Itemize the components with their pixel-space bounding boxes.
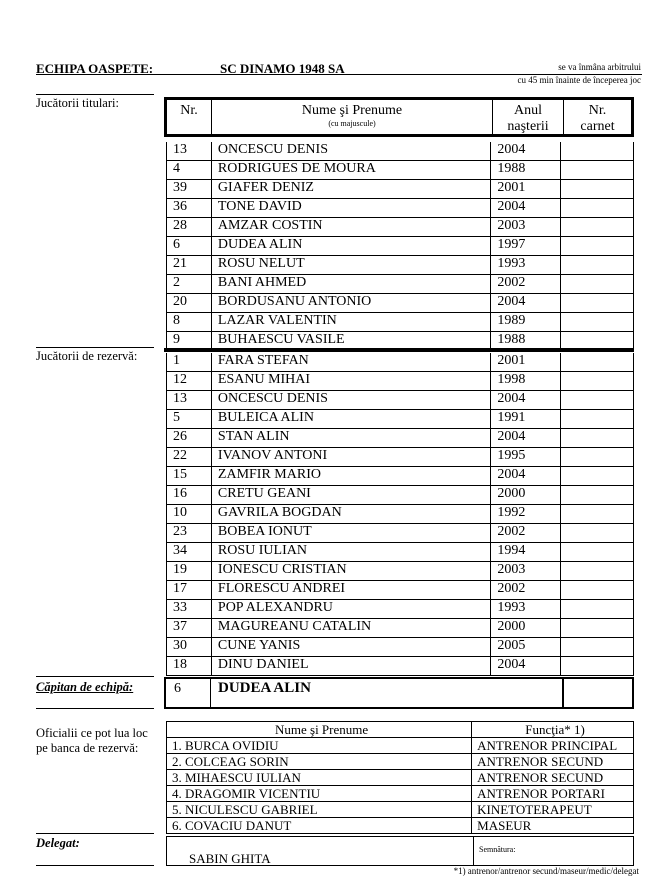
player-name: IVANOV ANTONI bbox=[211, 448, 490, 467]
player-number: 16 bbox=[167, 486, 212, 505]
table-row bbox=[167, 275, 634, 294]
reserves-rows bbox=[167, 353, 634, 676]
official-row bbox=[167, 738, 634, 754]
birth-year: 2004 bbox=[491, 467, 561, 486]
header-note-line2: cu 45 min înainte de începerea joc bbox=[517, 75, 641, 85]
birth-year: 1997 bbox=[491, 237, 561, 256]
reserves-separator bbox=[164, 348, 634, 352]
player-number: 13 bbox=[167, 391, 212, 410]
official-role: ANTRENOR PORTARI bbox=[472, 786, 634, 802]
starters-label: Jucătorii titulari: bbox=[36, 96, 119, 110]
player-name: MAGUREANU CATALIN bbox=[211, 619, 490, 638]
col-nr-header: Nr. bbox=[167, 100, 212, 134]
birth-year: 1989 bbox=[491, 313, 561, 332]
player-name: ONCESCU DENIS bbox=[211, 391, 490, 410]
divider bbox=[473, 837, 474, 865]
player-number: 22 bbox=[167, 448, 212, 467]
player-number: 17 bbox=[167, 581, 212, 600]
starters-rows bbox=[167, 142, 634, 351]
captain-label: Căpitan de echipă: bbox=[36, 680, 134, 694]
card-number bbox=[561, 410, 634, 429]
birth-year: 2003 bbox=[491, 218, 561, 237]
birth-year: 2002 bbox=[491, 581, 561, 600]
card-number bbox=[561, 429, 634, 448]
player-number: 33 bbox=[167, 600, 212, 619]
birth-year: 1995 bbox=[491, 448, 561, 467]
birth-year: 1993 bbox=[491, 600, 561, 619]
player-number: 18 bbox=[167, 657, 212, 676]
card-number bbox=[561, 638, 634, 657]
table-row bbox=[167, 429, 634, 448]
table-row bbox=[167, 180, 634, 199]
divider bbox=[36, 833, 154, 834]
player-name: TONE DAVID bbox=[211, 199, 490, 218]
players-table-header bbox=[164, 97, 634, 137]
table-row bbox=[167, 313, 634, 332]
table-row bbox=[167, 410, 634, 429]
player-number: 15 bbox=[167, 467, 212, 486]
official-row bbox=[167, 818, 634, 834]
player-name: BORDUSANU ANTONIO bbox=[211, 294, 490, 313]
table-row bbox=[167, 294, 634, 313]
signature-label: Semnătura: bbox=[479, 845, 516, 854]
players-table bbox=[166, 142, 634, 351]
player-number: 21 bbox=[167, 256, 212, 275]
card-number bbox=[561, 448, 634, 467]
officials-name-header: Nume şi Prenume bbox=[167, 722, 472, 738]
reserves-table bbox=[166, 353, 634, 676]
player-number: 37 bbox=[167, 619, 212, 638]
official-name: 5. NICULESCU GABRIEL bbox=[167, 802, 472, 818]
col-card-header: Nr. carnet bbox=[580, 103, 615, 134]
card-number bbox=[561, 543, 634, 562]
card-number bbox=[561, 199, 634, 218]
player-number: 30 bbox=[167, 638, 212, 657]
card-number bbox=[561, 161, 634, 180]
col-year-header: Anul naşterii bbox=[493, 100, 564, 134]
card-number bbox=[561, 467, 634, 486]
player-name: RODRIGUES DE MOURA bbox=[211, 161, 490, 180]
player-number: 4 bbox=[167, 161, 212, 180]
birth-year: 2004 bbox=[491, 391, 561, 410]
card-number bbox=[561, 619, 634, 638]
official-row bbox=[167, 802, 634, 818]
delegate-box bbox=[166, 836, 634, 866]
divider bbox=[210, 679, 211, 707]
player-name: ROSU IULIAN bbox=[211, 543, 490, 562]
header-note-line1: se va înmâna arbitrului bbox=[558, 62, 641, 72]
officials-rows bbox=[167, 738, 634, 834]
official-role: ANTRENOR SECUND bbox=[472, 770, 634, 786]
table-row bbox=[167, 619, 634, 638]
table-row bbox=[167, 161, 634, 180]
divider bbox=[36, 347, 154, 348]
player-number: 9 bbox=[167, 332, 212, 351]
birth-year: 2004 bbox=[491, 199, 561, 218]
official-role: MASEUR bbox=[472, 818, 634, 834]
table-row bbox=[167, 505, 634, 524]
officials-role-header: Funcţia* 1) bbox=[472, 722, 634, 738]
player-number: 20 bbox=[167, 294, 212, 313]
table-row bbox=[167, 581, 634, 600]
birth-year: 1993 bbox=[491, 256, 561, 275]
card-number bbox=[561, 372, 634, 391]
player-name: STAN ALIN bbox=[211, 429, 490, 448]
birth-year: 1991 bbox=[491, 410, 561, 429]
birth-year: 2004 bbox=[491, 294, 561, 313]
captain-name: DUDEA ALIN bbox=[218, 680, 311, 696]
card-number bbox=[561, 218, 634, 237]
card-number bbox=[561, 524, 634, 543]
table-row bbox=[167, 391, 634, 410]
official-name: 6. COVACIU DANUT bbox=[167, 818, 472, 834]
player-name: CRETU GEANI bbox=[211, 486, 490, 505]
birth-year: 2001 bbox=[491, 180, 561, 199]
official-role: ANTRENOR SECUND bbox=[472, 754, 634, 770]
player-number: 36 bbox=[167, 199, 212, 218]
divider bbox=[562, 679, 564, 707]
player-name: DUDEA ALIN bbox=[211, 237, 490, 256]
player-name: BANI AHMED bbox=[211, 275, 490, 294]
player-name: LAZAR VALENTIN bbox=[211, 313, 490, 332]
officials-table bbox=[166, 721, 634, 834]
birth-year: 2003 bbox=[491, 562, 561, 581]
delegate-name: SABIN GHITA bbox=[189, 851, 271, 866]
card-number bbox=[561, 562, 634, 581]
card-number bbox=[561, 180, 634, 199]
player-number: 2 bbox=[167, 275, 212, 294]
player-number: 8 bbox=[167, 313, 212, 332]
card-number bbox=[561, 657, 634, 676]
official-row bbox=[167, 770, 634, 786]
divider bbox=[36, 94, 154, 95]
reserves-label: Jucătorii de rezervă: bbox=[36, 349, 138, 363]
official-name: 3. MIHAESCU IULIAN bbox=[167, 770, 472, 786]
card-number bbox=[561, 486, 634, 505]
player-name: BULEICA ALIN bbox=[211, 410, 490, 429]
birth-year: 1998 bbox=[491, 372, 561, 391]
player-number: 34 bbox=[167, 543, 212, 562]
player-name: POP ALEXANDRU bbox=[211, 600, 490, 619]
card-number bbox=[561, 256, 634, 275]
birth-year: 2004 bbox=[491, 657, 561, 676]
player-name: FLORESCU ANDREI bbox=[211, 581, 490, 600]
card-number bbox=[561, 353, 634, 372]
birth-year: 2001 bbox=[491, 353, 561, 372]
birth-year: 2004 bbox=[491, 429, 561, 448]
player-number: 26 bbox=[167, 429, 212, 448]
official-role: KINETOTERAPEUT bbox=[472, 802, 634, 818]
birth-year: 2002 bbox=[491, 275, 561, 294]
player-name: CUNE YANIS bbox=[211, 638, 490, 657]
player-name: GAVRILA BOGDAN bbox=[211, 505, 490, 524]
birth-year: 2005 bbox=[491, 638, 561, 657]
birth-year: 1994 bbox=[491, 543, 561, 562]
divider bbox=[36, 708, 154, 709]
card-number bbox=[561, 505, 634, 524]
form-title-label: ECHIPA OASPETE: bbox=[36, 61, 154, 76]
col-name-header: Nume şi Prenume (cu majuscule) bbox=[212, 100, 493, 134]
player-name: DINU DANIEL bbox=[211, 657, 490, 676]
birth-year: 1988 bbox=[491, 161, 561, 180]
player-number: 23 bbox=[167, 524, 212, 543]
player-number: 28 bbox=[167, 218, 212, 237]
table-row bbox=[167, 562, 634, 581]
table-row bbox=[167, 600, 634, 619]
birth-year: 2000 bbox=[491, 619, 561, 638]
table-row bbox=[167, 372, 634, 391]
table-row bbox=[167, 486, 634, 505]
official-name: 2. COLCEAG SORIN bbox=[167, 754, 472, 770]
birth-year: 1992 bbox=[491, 505, 561, 524]
card-number bbox=[561, 581, 634, 600]
official-role: ANTRENOR PRINCIPAL bbox=[472, 738, 634, 754]
player-number: 13 bbox=[167, 142, 212, 161]
birth-year: 2002 bbox=[491, 524, 561, 543]
officials-label: Oficialii ce pot lua loc pe banca de rezervă: bbox=[36, 726, 148, 755]
table-row bbox=[167, 524, 634, 543]
official-row bbox=[167, 754, 634, 770]
birth-year: 1988 bbox=[491, 332, 561, 351]
card-number bbox=[561, 237, 634, 256]
card-number bbox=[561, 600, 634, 619]
player-name: IONESCU CRISTIAN bbox=[211, 562, 490, 581]
table-row bbox=[167, 218, 634, 237]
table-row bbox=[167, 657, 634, 676]
footnote: *1) antrenor/antrenor secund/maseur/medic/delegat bbox=[453, 866, 639, 876]
birth-year: 2000 bbox=[491, 486, 561, 505]
player-number: 19 bbox=[167, 562, 212, 581]
player-number: 1 bbox=[167, 353, 212, 372]
table-row bbox=[167, 353, 634, 372]
table-row bbox=[167, 199, 634, 218]
birth-year: 2004 bbox=[491, 142, 561, 161]
table-row bbox=[167, 543, 634, 562]
captain-nr: 6 bbox=[174, 681, 181, 696]
player-number: 6 bbox=[167, 237, 212, 256]
player-number: 5 bbox=[167, 410, 212, 429]
delegate-label: Delegat: bbox=[36, 836, 80, 850]
table-row bbox=[167, 448, 634, 467]
player-name: BUHAESCU VASILE bbox=[211, 332, 490, 351]
official-name: 4. DRAGOMIR VICENTIU bbox=[167, 786, 472, 802]
card-number bbox=[561, 275, 634, 294]
card-number bbox=[561, 294, 634, 313]
player-number: 10 bbox=[167, 505, 212, 524]
player-name: FARA STEFAN bbox=[211, 353, 490, 372]
player-name: ESANU MIHAI bbox=[211, 372, 490, 391]
divider bbox=[36, 676, 154, 677]
divider bbox=[36, 865, 154, 866]
card-number bbox=[561, 313, 634, 332]
player-name: GIAFER DENIZ bbox=[211, 180, 490, 199]
official-name: 1. BURCA OVIDIU bbox=[167, 738, 472, 754]
player-number: 39 bbox=[167, 180, 212, 199]
official-row bbox=[167, 786, 634, 802]
table-row bbox=[167, 256, 634, 275]
card-number bbox=[561, 142, 634, 161]
player-name: AMZAR COSTIN bbox=[211, 218, 490, 237]
team-name: SC DINAMO 1948 SA bbox=[220, 61, 345, 76]
table-row bbox=[167, 638, 634, 657]
card-number bbox=[561, 391, 634, 410]
player-name: BOBEA IONUT bbox=[211, 524, 490, 543]
table-row bbox=[167, 237, 634, 256]
player-name: ZAMFIR MARIO bbox=[211, 467, 490, 486]
player-name: ROSU NELUT bbox=[211, 256, 490, 275]
player-number: 12 bbox=[167, 372, 212, 391]
captain-box bbox=[164, 677, 634, 709]
table-row bbox=[167, 142, 634, 161]
player-name: ONCESCU DENIS bbox=[211, 142, 490, 161]
table-row bbox=[167, 467, 634, 486]
